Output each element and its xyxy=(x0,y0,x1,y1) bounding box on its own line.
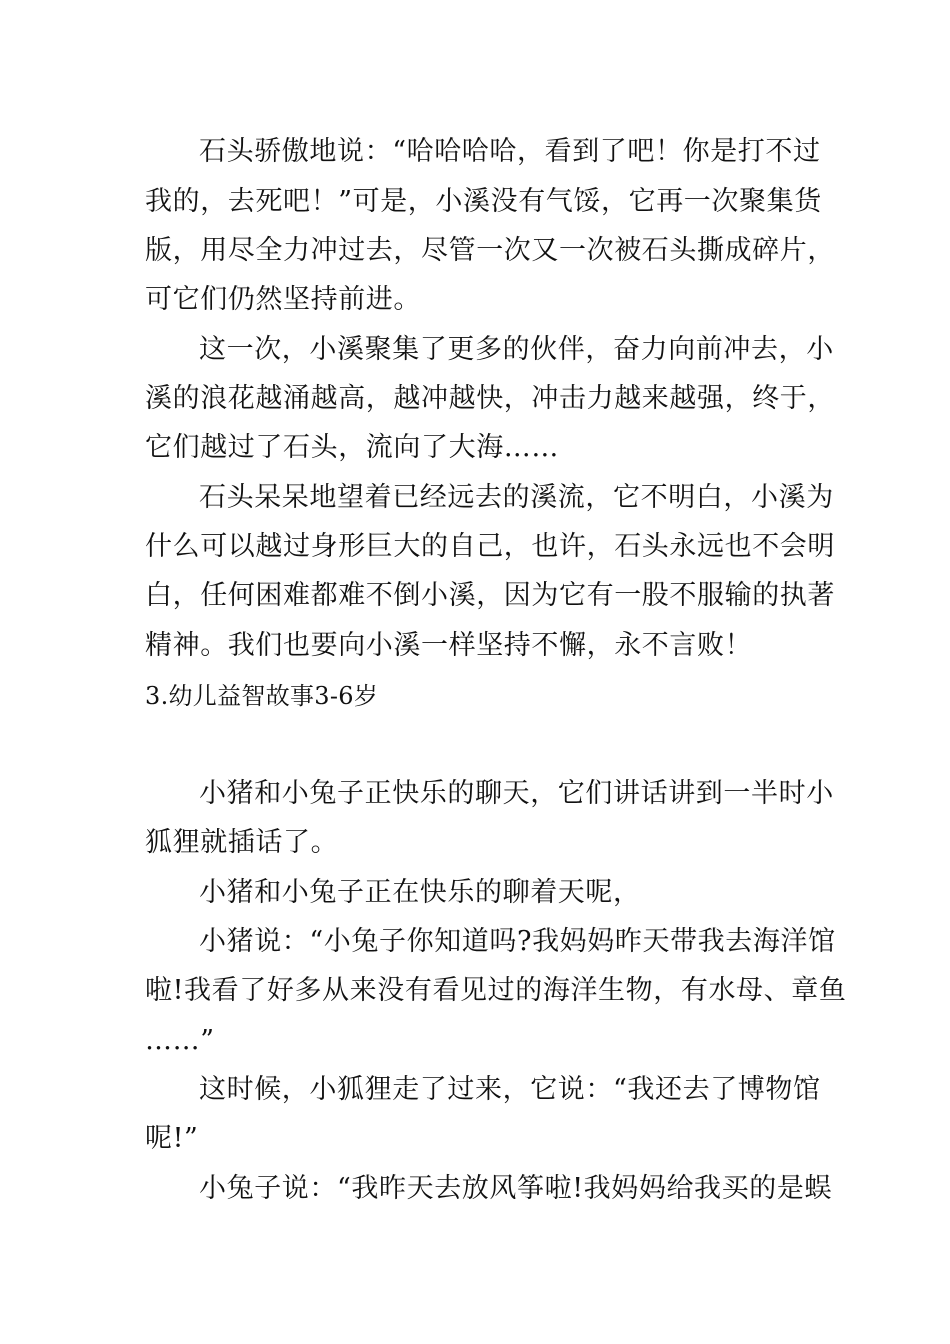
paragraph-line: ……” xyxy=(145,1025,215,1056)
paragraph-line: 版，用尽全力冲过去，尽管一次又一次被石头撕成碎片， xyxy=(145,235,835,266)
paragraph-line: 这时候，小狐狸走了过来，它说：“我还去了博物馆 xyxy=(199,1074,821,1105)
paragraph-line: 这一次，小溪聚集了更多的伙伴，奋力向前冲去，小 xyxy=(199,334,834,365)
paragraph-line: 啦!我看了好多从来没有看见过的海洋生物，有水母、章鱼 xyxy=(145,975,847,1006)
paragraph-line: 石头呆呆地望着已经远去的溪流，它不明白，小溪为 xyxy=(199,482,834,513)
paragraph-line: 小兔子说：“我昨天去放风筝啦!我妈妈给我买的是蜈 xyxy=(199,1173,833,1204)
paragraph-line: 精神。我们也要向小溪一样坚持不懈，永不言败！ xyxy=(145,630,753,661)
paragraph-line: 小猪和小兔子正在快乐的聊着天呢， xyxy=(199,877,641,908)
paragraph-line: 我的，去死吧！”可是，小溪没有气馁，它再一次聚集货 xyxy=(145,186,822,217)
paragraph-line: 石头骄傲地说：“哈哈哈哈，看到了吧！你是打不过 xyxy=(199,136,821,167)
paragraph-line: 小猪说：“小兔子你知道吗?我妈妈昨天带我去海洋馆 xyxy=(199,926,836,957)
paragraph-line: 白，任何困难都难不倒小溪，因为它有一股不服输的执著 xyxy=(145,580,835,611)
paragraph-line: 呢!” xyxy=(145,1123,199,1154)
paragraph-line: 可它们仍然坚持前进。 xyxy=(145,284,421,315)
paragraph-line: 狐狸就插话了。 xyxy=(145,827,339,858)
paragraph-line: 什么可以越过身形巨大的自己，也许，石头永远也不会明 xyxy=(145,531,835,562)
section-heading: 3.幼儿益智故事3-6岁 xyxy=(145,682,379,710)
paragraph-line: 溪的浪花越涌越高，越冲越快，冲击力越来越强，终于， xyxy=(145,383,835,414)
paragraph-line: 小猪和小兔子正快乐的聊天，它们讲话讲到一半时小 xyxy=(199,778,834,809)
paragraph-line: 它们越过了石头，流向了大海…… xyxy=(145,432,559,463)
